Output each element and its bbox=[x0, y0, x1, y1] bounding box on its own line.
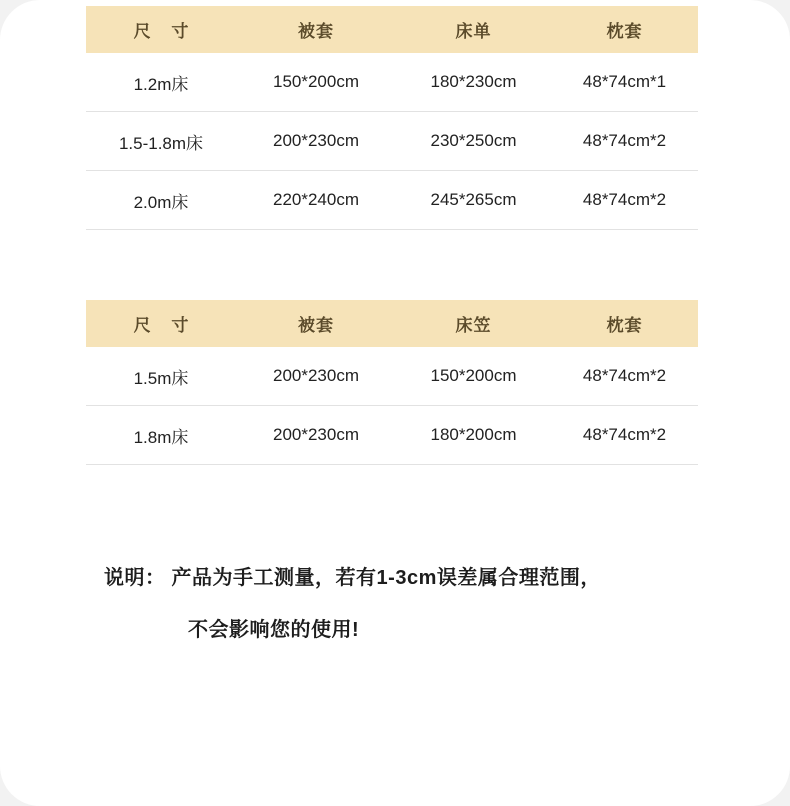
cell-pillowcase: 48*74cm*2 bbox=[551, 406, 698, 465]
column-header-duvet-cover: 被套 bbox=[236, 6, 396, 53]
page-corner-top-left bbox=[0, 0, 40, 40]
cell-pillowcase: 48*74cm*2 bbox=[551, 347, 698, 406]
table-row bbox=[86, 347, 698, 406]
measurement-note bbox=[104, 552, 724, 656]
table-header-row bbox=[86, 300, 698, 347]
column-header-flat-sheet: 床单 bbox=[396, 6, 551, 53]
column-header-size: 尺 寸 bbox=[86, 300, 236, 347]
cell-pillowcase: 48*74cm*2 bbox=[551, 112, 698, 171]
column-header-pillowcase: 枕套 bbox=[551, 300, 698, 347]
column-header-pillowcase: 枕套 bbox=[551, 6, 698, 53]
duvet-fitted-sheet-table bbox=[86, 300, 698, 465]
cell-duvet-cover: 200*230cm bbox=[236, 347, 396, 406]
table-row bbox=[86, 406, 698, 465]
cell-duvet-cover: 200*230cm bbox=[236, 406, 396, 465]
duvet-flat-sheet-table bbox=[86, 6, 698, 230]
cell-pillowcase: 48*74cm*1 bbox=[551, 53, 698, 112]
cell-flat-sheet: 180*230cm bbox=[396, 53, 551, 112]
cell-size: 1.5-1.8m床 bbox=[86, 112, 236, 171]
cell-duvet-cover: 150*200cm bbox=[236, 53, 396, 112]
page-corner-top-right bbox=[750, 0, 790, 40]
table-header-row bbox=[86, 6, 698, 53]
column-header-duvet-cover: 被套 bbox=[236, 300, 396, 347]
column-header-size: 尺 寸 bbox=[86, 6, 236, 53]
table-row bbox=[86, 112, 698, 171]
note-line-1: 说明： 产品为手工测量，若有1-3cm误差属合理范围， bbox=[104, 567, 601, 589]
cell-pillowcase: 48*74cm*2 bbox=[551, 171, 698, 230]
cell-size: 1.5m床 bbox=[86, 347, 236, 406]
page-corner-bottom-right bbox=[750, 766, 790, 806]
cell-flat-sheet: 230*250cm bbox=[396, 112, 551, 171]
table-row bbox=[86, 53, 698, 112]
cell-flat-sheet: 245*265cm bbox=[396, 171, 551, 230]
cell-size: 1.8m床 bbox=[86, 406, 236, 465]
cell-size: 2.0m床 bbox=[86, 171, 236, 230]
cell-size: 1.2m床 bbox=[86, 53, 236, 112]
cell-fitted-sheet: 150*200cm bbox=[396, 347, 551, 406]
table-row bbox=[86, 171, 698, 230]
note-line-2: 不会影响您的使用! bbox=[188, 619, 360, 641]
column-header-fitted-sheet: 床笠 bbox=[396, 300, 551, 347]
page-corner-bottom-left bbox=[0, 766, 40, 806]
cell-duvet-cover: 200*230cm bbox=[236, 112, 396, 171]
cell-duvet-cover: 220*240cm bbox=[236, 171, 396, 230]
cell-fitted-sheet: 180*200cm bbox=[396, 406, 551, 465]
